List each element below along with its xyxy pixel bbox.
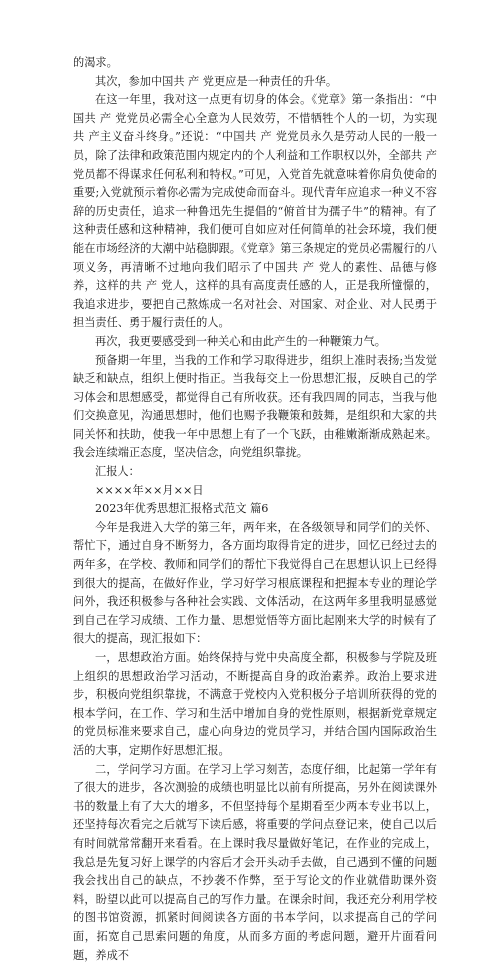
paragraph-continuation: 的渴求。 (73, 56, 118, 69)
document-body (73, 54, 437, 965)
paragraph-secondly: 其次，参加中国共 产 党更应是一种责任的升华。 (95, 74, 338, 88)
report-date: ××××年××月××日 (95, 483, 204, 497)
section-title: 2023年优秀思想汇报格式范文 篇6 (95, 502, 269, 516)
paragraph-party-charter: 在这一年里，我对这一点更有切身的体会。《党章》第一条指出：“中国共 产 党党员必需全心全意为人民效劳，不惜牺牲个人的一切，为实现共 产主义奋斗终身。”还说：“中国共 产 党党员永久是劳动人民的一般一员，除了法律和政策范围内规定内的个人利益和工作职权以外，全部共 产 党员都不得谋求任何私利和特权。”可见，入党首先就意味着你肩负使命的重要;入党就预示着你必需为完成使命而奋斗。现代青年应追求一种义不容辞的历史责任，追求一种鲁迅先生提倡的“俯首甘为孺子牛”的精神。有了这种责任感和这种精神，我们便可自如应对任何简单的社会环境，我们便能在市场经济的大潮中站稳脚跟。《党章》第三条规定的党员必需履行的八项义务，再清晰不过地向我们昭示了中国共 产 党人的素性、品德与修养，这样的共 产 党人，这样的具有高度责任感的人，正是我所憧憬的，我追求进步，要把自己熬炼成一名对社会、对国家、对企业、对人民勇于担当责任、勇于履行责任的人。 (73, 93, 437, 330)
paragraph-political-thought: 一，思想政治方面。始终保持与党中央高度全都，积极参与学院及班上组织的思想政治学习活动，不断提高自身的政治素养。政治上要求进步，积极向党组织靠拢，不满意于党校内入党积极分子培训所获得的党的根本学问，在工作、学习和生活中增加自身的党性原则，根据新党章规定的党员标准来要求自己，虚心向身边的党员学习，并结合国内国际政治生活的大事，定期作好思想汇报。 (73, 651, 437, 757)
paragraph-intro: 今年是我进入大学的第三年，两年来，在各级领导和同学们的关怀、帮忙下，通过自身不断努力，各方面均取得肯定的进步，回忆已经过去的两年多，在学校、教师和同学们的帮忙下我觉得自己在思想认识上已经得到很大的提高，在做好作业，学习好学习根底课程和把握本专业的理论学问外，我还积极参与各种社会实践、文体活动，在这两年多里我明显感觉到自己在学习成绩、工作力量、思想觉悟等方面比起刚来大学的时候有了很大的提高，现汇报如下： (73, 520, 437, 646)
paragraph-probation-year: 预备期一年里，当我的工作和学习取得进步，组织上准时表扬;当发觉缺乏和缺点，组织上便时指正。当我每交上一份思想汇报，反映自己的学习体会和思想感受，都觉得自己有所收获。还有我四周的同志，当我与他们交换意见，沟通思想时，他们也赐予我鞭策和鼓舞，是组织和大家的共同关怀和扶助，使我一年中思想上有了一个飞跃，由稚嫩渐渐成熟起来。我会连续端正态度，坚决信念，向党组织靠拢。 (73, 353, 437, 460)
paragraph-knowledge-study: 二，学问学习方面。在学习上学习刻苦，态度仔细，比起第一学年有了很大的进步，各次测验的成绩也明显比以前有所提高，另外在阅读课外书的数量上有了大大的增多，不但坚持每个星期看至少两本专业书以上，还坚持每次看完之后就写下读后感，将重要的学问点登记来，使自己以后有时间就常常翻开来看看。在上课时我尽量做好笔记，在作业的完成上，我总是先复习好上课学的内容后才会开头动手去做，自己遇到不懂的问题我会找出自己的缺点，不抄袭不作弊，至于写论文的作业就借助课外资料，盼望以此可以提高自己的写作力量。在课余时间，我还充分利用学校的图书馆资源，抓紧时间阅读各方面的书本学问，以求提高自己的学问面，拓宽自己思索问题的角度，从而多方面的考虑问题，避开片面看问题，养成不 (73, 762, 437, 962)
paragraph-thirdly: 再次，我更要感受到一种关心和由此产生的一种鞭策力气。 (95, 334, 386, 348)
reporter-label: 汇报人： (95, 465, 140, 479)
